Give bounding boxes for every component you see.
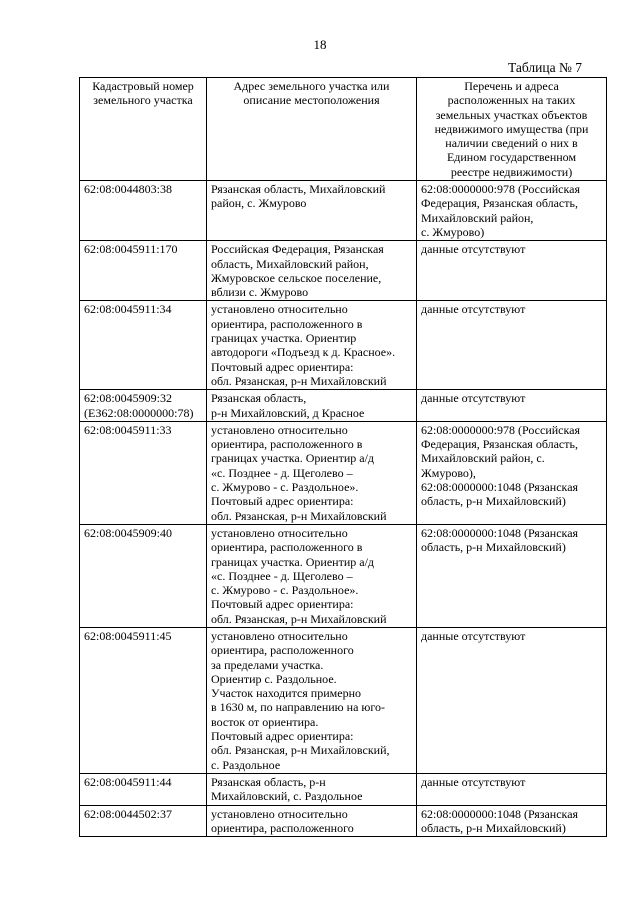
cadastral-number-cell bbox=[80, 421, 207, 524]
table-title: Таблица № 7 bbox=[508, 60, 582, 75]
real-estate-objects-cell bbox=[417, 241, 607, 301]
header-real-estate-objects bbox=[417, 78, 607, 181]
real-estate-objects-cell bbox=[417, 181, 607, 241]
real-estate-objects-cell-text: 62:08:0000000:978 (Российская Федерация, Рязанская область, Михайловский район, с. Жмурово), 62:08:0000000:1048 (Рязанская область, р-н Михайловский) bbox=[421, 422, 580, 509]
real-estate-objects-cell-text: данные отсутствуют bbox=[421, 628, 526, 643]
header-real-estate-objects-text: Перечень и адреса расположенных на таких земельных участках объектов недвижимого имущества (при наличии сведений о них в Едином государственном реестре недвижимости) bbox=[434, 79, 589, 179]
real-estate-objects-cell bbox=[417, 390, 607, 422]
cadastral-number-cell bbox=[80, 301, 207, 390]
real-estate-objects-cell bbox=[417, 627, 607, 773]
cadastral-number-cell-text: 62:08:0045911:33 bbox=[84, 422, 172, 437]
address-cell-text: Рязанская область, р-н Михайловский, с. Раздольное bbox=[211, 774, 363, 804]
cadastral-number-cell bbox=[80, 390, 207, 422]
address-cell bbox=[207, 805, 417, 837]
cadastral-number-cell bbox=[80, 524, 207, 627]
real-estate-objects-cell bbox=[417, 524, 607, 627]
address-cell bbox=[207, 181, 417, 241]
real-estate-objects-cell bbox=[417, 805, 607, 837]
real-estate-objects-cell bbox=[417, 301, 607, 390]
address-cell bbox=[207, 241, 417, 301]
header-cadastral-number-text: Кадастровый номер земельного участка bbox=[92, 79, 194, 108]
header-address-text: Адрес земельного участка или описание местоположения bbox=[233, 79, 390, 108]
real-estate-objects-cell-text: данные отсутствуют bbox=[421, 242, 526, 257]
real-estate-objects-cell-text: данные отсутствуют bbox=[421, 302, 526, 317]
real-estate-objects-cell bbox=[417, 421, 607, 524]
address-cell-text: установлено относительно ориентира, расположенного в границах участка. Ориентир автодороги «Подъезд к д. Красное». Почтовый адрес ориентира: обл. Рязанская, р-н Михайловский bbox=[211, 302, 396, 388]
address-cell bbox=[207, 524, 417, 627]
table-header-row bbox=[80, 78, 607, 181]
address-cell bbox=[207, 301, 417, 390]
real-estate-objects-cell-text: данные отсутствуют bbox=[421, 391, 526, 406]
cadastral-number-cell-text: 62:08:0045909:40 bbox=[84, 525, 173, 540]
cadastral-number-cell-text: 62:08:0044502:37 bbox=[84, 806, 173, 821]
cadastral-number-cell-text: 62:08:0045911:44 bbox=[84, 774, 172, 789]
page-number: 18 bbox=[313, 37, 327, 52]
real-estate-objects-cell bbox=[417, 773, 607, 805]
address-cell-text: установлено относительно ориентира, расположенного в границах участка. Ориентир а/д «с. Позднее - д. Щеголево – с. Жмурово - с. Раздольное». Почтовый адрес ориентира: обл. Рязанская, р-н Михайловский bbox=[211, 525, 387, 626]
cadastral-number-cell-text: 62:08:0045911:34 bbox=[84, 302, 172, 317]
cadastral-number-cell bbox=[80, 627, 207, 773]
cadastral-number-cell-text: 62:08:0045911:170 bbox=[84, 242, 178, 257]
table-row bbox=[80, 773, 607, 805]
cadastral-number-cell bbox=[80, 241, 207, 301]
cadastral-number-cell bbox=[80, 805, 207, 837]
real-estate-objects-cell-text: 62:08:0000000:1048 (Рязанская область, р-н Михайловский) bbox=[421, 806, 579, 835]
table-row bbox=[80, 524, 607, 627]
table-row bbox=[80, 421, 607, 524]
address-cell bbox=[207, 390, 417, 422]
table-row bbox=[80, 301, 607, 390]
address-cell-text: Рязанская область, р-н Михайловский, д Красное bbox=[211, 391, 365, 420]
cadastral-number-cell bbox=[80, 773, 207, 805]
address-cell-text: установлено относительно ориентира, расположенного bbox=[211, 806, 354, 835]
real-estate-objects-cell-text: 62:08:0000000:978 (Российская Федерация, Рязанская область, Михайловский район, с. Жмурово) bbox=[421, 182, 580, 239]
address-cell-text: установлено относительно ориентира, расположенного за пределами участка. Ориентир с. Раздольное. Участок находится примерно в 1630 м, по направлению на юго- восток от ориентира. Почтовый адрес ориентира: обл. Рязанская, р-н Михайловский, с. Раздольное bbox=[211, 628, 390, 772]
land-plots-table bbox=[79, 77, 607, 837]
address-cell bbox=[207, 421, 417, 524]
header-cadastral-number bbox=[80, 78, 207, 181]
cadastral-number-cell-text: 62:08:0045911:45 bbox=[84, 628, 172, 643]
cadastral-number-cell bbox=[80, 181, 207, 241]
real-estate-objects-cell-text: данные отсутствуют bbox=[421, 774, 526, 789]
address-cell-text: Российская Федерация, Рязанская область, Михайловский район, Жмуровское сельское поселение, вблизи с. Жмурово bbox=[211, 242, 384, 300]
cadastral-number-cell-text: 62:08:0044803:38 bbox=[84, 182, 173, 197]
table-row bbox=[80, 181, 607, 241]
table-row bbox=[80, 805, 607, 837]
cadastral-number-cell-text: 62:08:0045909:32 (ЕЗ62:08:0000000:78) bbox=[84, 391, 194, 420]
header-address bbox=[207, 78, 417, 181]
table-row bbox=[80, 390, 607, 422]
address-cell-text: Рязанская область, Михайловский район, с. Жмурово bbox=[211, 182, 386, 211]
address-cell bbox=[207, 773, 417, 805]
address-cell bbox=[207, 627, 417, 773]
address-cell-text: установлено относительно ориентира, расположенного в границах участка. Ориентир а/д «с. Позднее - д. Щеголево – с. Жмурово - с. Раздольное». Почтовый адрес ориентира: обл. Рязанская, р-н Михайловский bbox=[211, 422, 387, 523]
real-estate-objects-cell-text: 62:08:0000000:1048 (Рязанская область, р-н Михайловский) bbox=[421, 525, 579, 555]
table-row bbox=[80, 241, 607, 301]
table-row bbox=[80, 627, 607, 773]
